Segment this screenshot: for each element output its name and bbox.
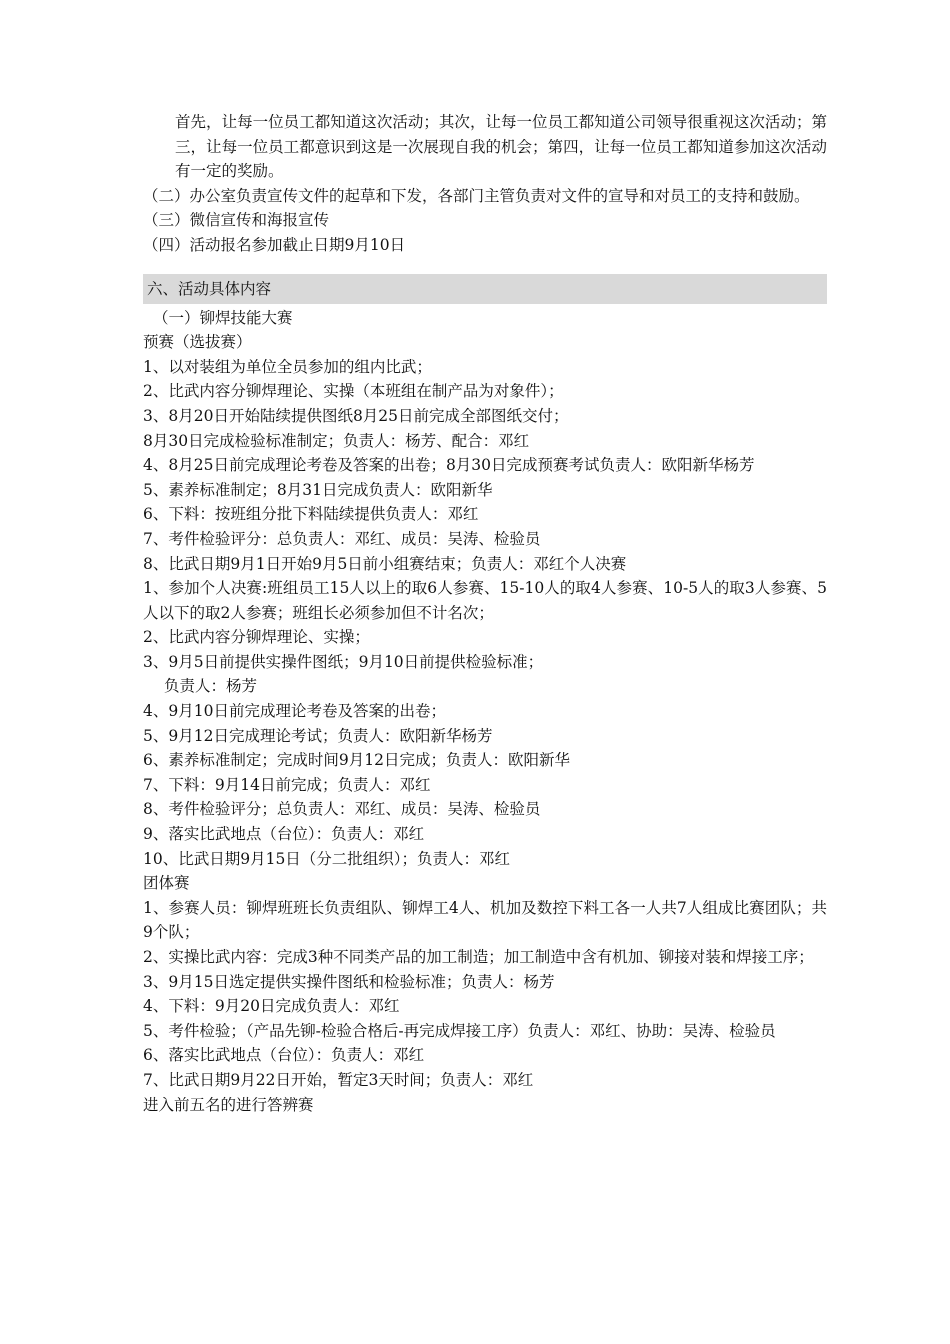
intro-item-2: （二）办公室负责宣传文件的起草和下发，各部门主管负责对文件的宣导和对员工的支持和鼓励。 [143,186,810,205]
intro-item-3: （三）微信宣传和海报宣传 [143,211,330,230]
team-title: 团体赛 [143,874,190,893]
final-line: 8、考件检验评分；总负责人：邓红、成员：吴涛、检验员 [143,800,541,819]
final-line: 7、下料：9月14日前完成；负责人：邓红 [143,775,431,794]
subsection-title: （一）铆焊技能大赛 [153,308,293,327]
team-line: 4、下料：9月20日完成负责人：邓红 [143,997,400,1016]
final-line: 1、参加个人决赛:班组员工15人以上的取6人参赛、15-10人的取4人参赛、10-5人的取3人参赛、5人以下的取2人参赛；班组长必须参加但不计名次； [143,579,827,622]
intro-paragraph-1: 首先，让每一位员工都知道这次活动；其次，让每一位员工都知道公司领导很重视这次活动；第三，让每一位员工都意识到这是一次展现自我的机会；第四，让每一位员工都知道参加这次活动有一定的奖励。 [175,113,827,181]
final-line: 9、落实比武地点（台位）：负责人：邓红 [143,825,425,844]
final-line: 2、比武内容分铆焊理论、实操； [143,628,370,647]
prelim-line: 5、素养标准制定；8月31日完成负责人：欧阳新华 [143,480,493,499]
prelim-line: 3、8月20日开始陆续提供图纸8月25日前完成全部图纸交付； [143,406,569,425]
prelim-line: 8月30日完成检验标准制定；负责人：杨芳、配合：邓红 [143,431,530,450]
team-line: 5、考件检验；（产品先铆-检验合格后-再完成焊接工序）负责人：邓红、协助：吴涛、检验员 [143,1021,776,1040]
final-line: 10、比武日期9月15日（分二批组织）；负责人：邓红 [143,849,511,868]
section-heading: 六、活动具体内容 [143,274,827,304]
prelim-line: 7、考件检验评分：总负责人：邓红、成员：吴涛、检验员 [143,529,541,548]
team-line: 2、实操比武内容：完成3种不同类产品的加工制造；加工制造中含有机加、铆接对装和焊接工序； [143,948,814,966]
team-line: 进入前五名的进行答辨赛 [143,1095,314,1114]
team-line: 1、参赛人员：铆焊班班长负责组队、铆焊工4人、机加及数控下料工各一人共7人组成比赛团队；共9个队； [143,898,827,942]
team-line: 7、比武日期9月22日开始，暂定3天时间；负责人：邓红 [143,1070,534,1089]
prelim-line: 4、8月25日前完成理论考卷及答案的出卷；8月30日完成预赛考试负责人：欧阳新华杨芳 [143,456,755,475]
prelim-title: 预赛（选拔赛） [143,333,252,352]
final-line: 3、9月5日前提供实操件图纸；9月10日前提供检验标准； [143,652,544,671]
prelim-line: 6、下料：按班组分批下料陆续提供负责人：邓红 [143,505,479,524]
final-responsible: 负责人：杨芳 [164,677,258,696]
intro-item-4: （四）活动报名参加截止日期9月10日 [143,235,406,254]
final-line: 6、素养标准制定；完成时间9月12日完成；负责人：欧阳新华 [143,751,570,770]
prelim-line: 1、以对装组为单位全员参加的组内比武； [143,357,432,376]
prelim-line: 2、比武内容分铆焊理论、实操（本班组在制产品为对象件）； [143,382,564,401]
team-line: 6、落实比武地点（台位）：负责人：邓红 [143,1046,425,1065]
final-line: 4、9月10日前完成理论考卷及答案的出卷； [143,702,446,721]
document-page [143,110,827,1117]
final-line: 5、9月12日完成理论考试；负责人：欧阳新华杨芳 [143,726,493,745]
prelim-line: 8、比武日期9月1日开始9月5日前小组赛结束；负责人：邓红个人决赛 [143,554,627,573]
team-line: 3、9月15日选定提供实操件图纸和检验标准；负责人：杨芳 [143,972,555,991]
